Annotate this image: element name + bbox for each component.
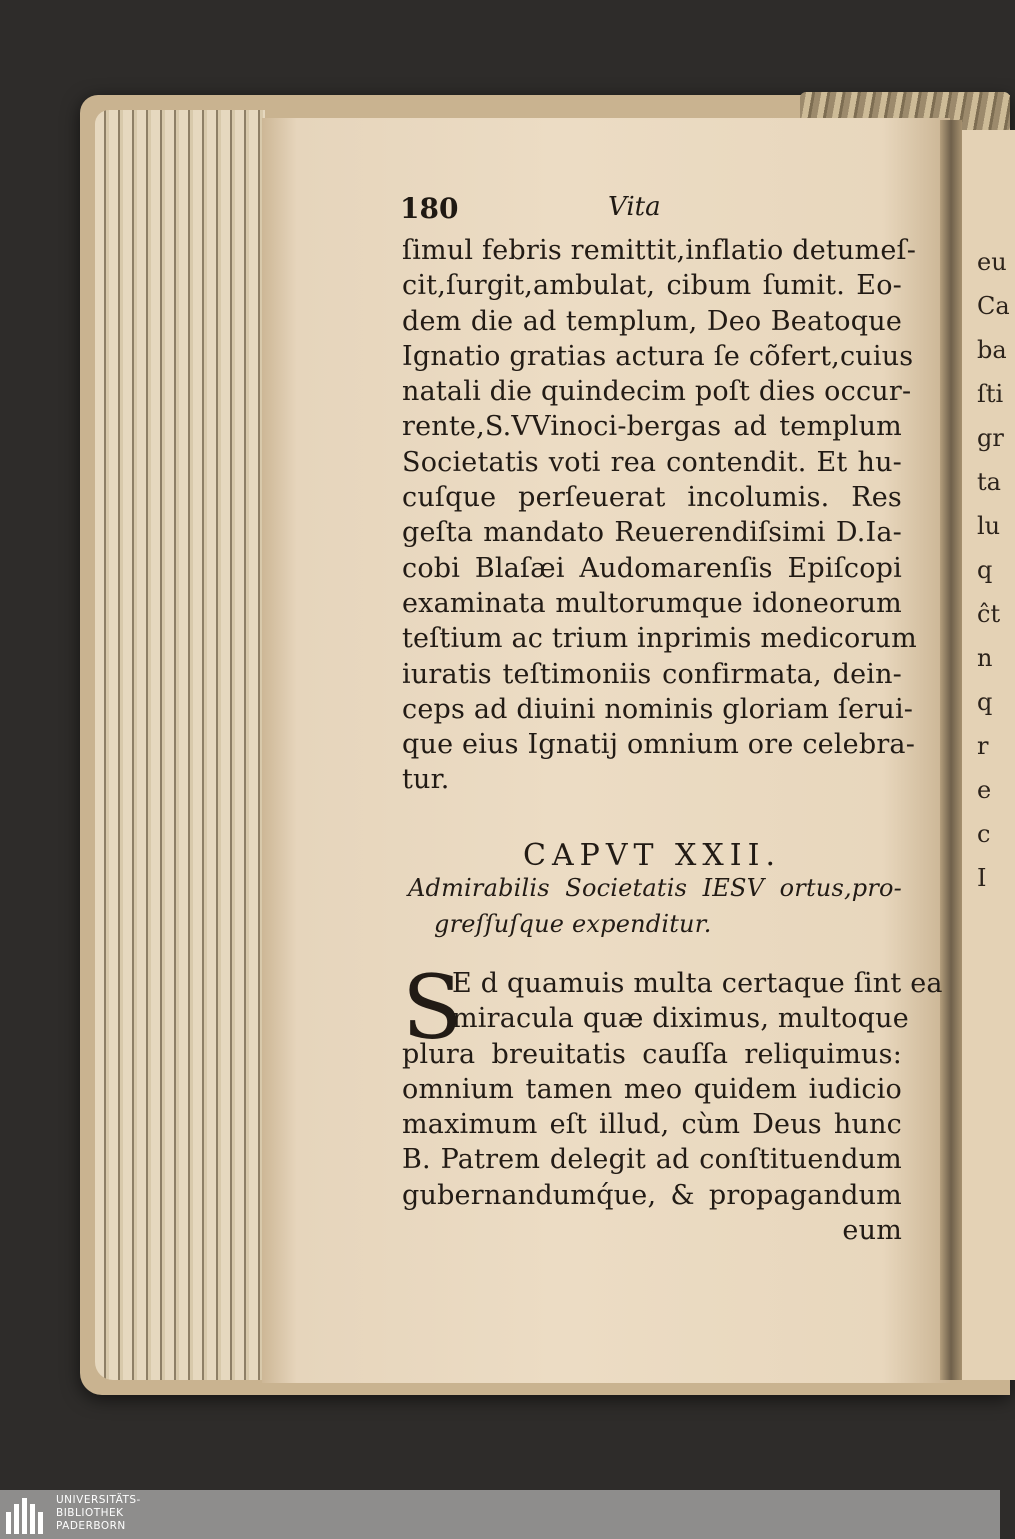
facing-page <box>955 130 1015 1380</box>
text-line: dem die ad templum, Deo Beatoque <box>402 305 902 337</box>
text-line: eum <box>842 1215 902 1247</box>
library-name-line3: PADERBORN <box>56 1520 126 1532</box>
facing-page-fragment: eu <box>977 248 1007 276</box>
text-line: cobi Blaſæi Audomarenſis Epiſcopi <box>402 552 902 584</box>
facing-page-fragment: gr <box>977 424 1004 452</box>
chapter-summary <box>408 870 902 942</box>
text-line: E d quamuis multa certaque ſint ea <box>452 968 943 999</box>
text-line: cit,ſurgit,ambulat, cibum ſumit. Eo- <box>402 270 902 302</box>
text-line: examinata multorumque idoneorum <box>402 587 902 619</box>
facing-page-fragment: c <box>977 820 991 848</box>
facing-page-fragment: ĉt <box>977 600 1001 628</box>
text-line: maximum eſt illud, cùm Deus hunc <box>402 1109 902 1141</box>
text-line: tur. <box>402 764 450 796</box>
facing-page-fragment: I <box>977 864 987 892</box>
text-line: geſta mandato Reuerendiſsimi D.Ia- <box>402 517 902 549</box>
facing-page-fragment: q <box>977 556 993 584</box>
text-line: plura breuitatis cauſſa reliquimus: <box>402 1038 902 1070</box>
text-line: gubernandumq́ue, & propagandum <box>402 1179 902 1211</box>
text-line: omnium tamen meo quidem iudicio <box>402 1073 902 1105</box>
running-title: Vita <box>608 192 661 222</box>
page-number: 180 <box>400 192 459 225</box>
text-line: Societatis voti rea contendit. Et hu- <box>402 446 902 478</box>
facing-page-fragment: q <box>977 688 993 716</box>
facing-page-fragment: lu <box>977 512 1001 540</box>
text-line: ceps ad diuini nominis gloriam ſerui- <box>402 693 914 725</box>
text-line: greſſuſque expenditur. <box>434 910 712 938</box>
paragraph-2 <box>402 956 943 1248</box>
facing-page-fragment: r <box>977 732 989 760</box>
library-name-line2: BIBLIOTHEK <box>56 1507 124 1519</box>
library-logo-icon <box>6 1496 46 1534</box>
text-line: natali die quindecim poſt dies occur- <box>402 376 912 408</box>
paragraph-1 <box>402 233 917 798</box>
text-line: teſtium ac trium inprimis medicorum <box>402 623 917 655</box>
text-line: iuratis teſtimoniis confirmata, dein- <box>402 658 902 690</box>
library-name <box>56 1494 141 1533</box>
library-name-line1: UNIVERSITÄTS- <box>56 1494 141 1506</box>
text-line: B. Patrem delegit ad conſtituendum <box>402 1144 902 1176</box>
text-line: rente,S.VVinoci-bergas ad templum <box>402 411 902 443</box>
text-line: ſimul febris remittit,inflatio detumeſ- <box>402 235 917 266</box>
page-edges <box>95 110 265 1380</box>
text-line: que eius Ignatij omnium ore celebra- <box>402 729 916 761</box>
drop-cap: S <box>402 956 463 1059</box>
page-gutter <box>940 120 962 1380</box>
facing-page-fragment: ba <box>977 336 1007 364</box>
running-head <box>400 192 900 226</box>
facing-page-fragment: e <box>977 776 992 804</box>
text-line: cuſque perſeuerat incolumis. Res <box>402 482 902 514</box>
facing-page-fragment: ſti <box>977 380 1004 408</box>
facing-page-fragment: ta <box>977 468 1001 496</box>
text-line: miracula quæ diximus, multoque <box>452 1003 909 1035</box>
library-footer <box>0 1490 1000 1539</box>
text-line: Ignatio gratias actura ſe cõfert,cuius <box>402 340 914 372</box>
text-line: Admirabilis Societatis IESV ortus,pro- <box>408 874 902 902</box>
facing-page-fragment: n <box>977 644 993 672</box>
chapter-heading: CAPVT XXII. <box>523 838 781 873</box>
facing-page-fragment: Ca <box>977 292 1010 320</box>
